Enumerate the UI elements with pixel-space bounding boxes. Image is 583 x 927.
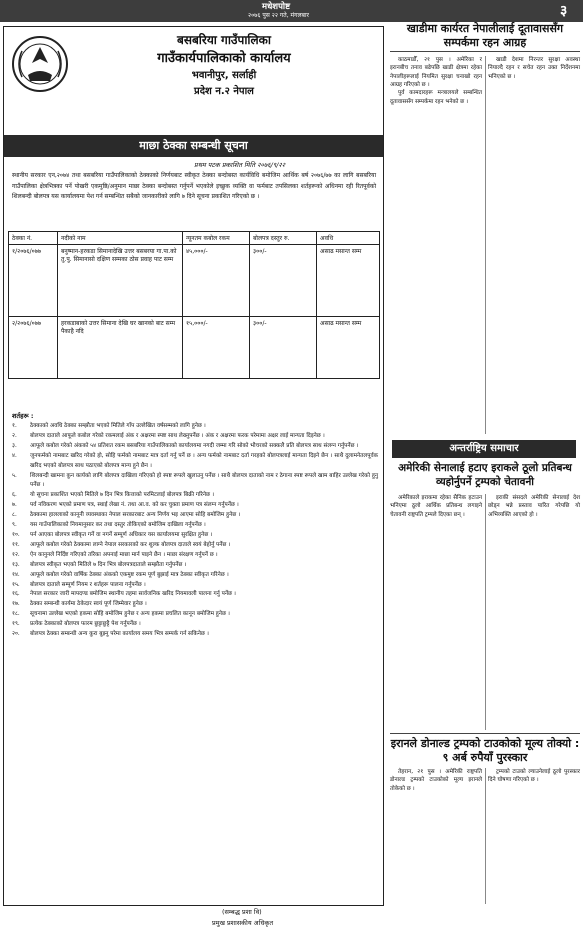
condition-number: २०. (12, 631, 20, 638)
article-3-col-a (390, 768, 482, 793)
table-header-row (9, 232, 380, 245)
condition-number: १. (12, 423, 17, 429)
condition-item (12, 610, 378, 620)
article-3-col-b (488, 768, 580, 785)
condition-text: पर्न आएका बोलपत्र स्वीकृत गर्ने वा नगर्ने सम्पूर्ण अधिकार यस कार्यालयमा सुरक्षित हुनेछ । (30, 531, 213, 538)
office-line-3: भवानीपुर, सर्लाही (191, 70, 257, 81)
condition-item (12, 501, 378, 511)
condition-item (12, 442, 378, 452)
condition-number: १५. (12, 581, 20, 588)
condition-number: ७. (12, 502, 17, 509)
condition-number: ११. (12, 541, 20, 548)
date-line: २०७६ पुस २२ गते, मंगलबार (248, 12, 309, 19)
condition-text: बोलपत्र दाताले सम्पूर्ण नियम र शर्तहरू पालना गर्नुपर्नेछ । (30, 581, 146, 588)
condition-item (12, 531, 378, 541)
article-1-col-a (390, 56, 482, 106)
office-line-2: गाउँकार्यपालिकाको कार्यालय (157, 51, 291, 66)
condition-item (12, 521, 378, 531)
condition-number: ६. (12, 492, 17, 499)
condition-item (12, 551, 378, 561)
col-header: बोलपत्र दस्तुर रु. (250, 232, 317, 245)
paragraph: तेहरान, २१ पुस । अमेरिकी राष्ट्रपति डोनाल्ड ट्रम्पको टाउकोको मूल्य इरानले तोकेको छ । (390, 769, 482, 792)
condition-item (12, 561, 378, 571)
condition-item (12, 432, 378, 442)
condition-text: नेपाल सरकार जारी मापदण्ड बमोजिम स्थानीय तहमा सार्वजनिक खरिद नियमावली पालना गर्नु पर्नेछ । (30, 591, 236, 598)
condition-item (12, 452, 378, 472)
headline-2: अमेरिकी सेनालाई हटाए इराकले ठूलो प्रतिबन्ध व्यहोर्नुपर्ने ट्रम्पको चेतावनी (398, 462, 572, 488)
condition-text: यस गाउँपालिकाको नियमानुसार कर तथा दस्तुर तोकिएको बमोजिम दाखिला गर्नुपर्नेछ । (30, 522, 206, 529)
condition-number: १६. (12, 591, 20, 598)
col-header: ठेक्का नं. (9, 232, 58, 245)
condition-text: आफूले कबोल गरेको ठेक्कामा लाग्ने नेपाल सरकारको कर शुल्क बोलपत्र दाताले स्वयं बेहोर्नु पर्नेछ । (30, 541, 231, 548)
condition-item (12, 491, 378, 501)
condition-number: १९. (12, 621, 20, 628)
condition-number: ९. (12, 522, 17, 529)
col-header: नदीको नाम (58, 232, 183, 245)
condition-text: आफूले कबोल गरेको अंकको ५४ प्रतिशत रकम बसबरिया गाउँपालिकाको कार्यालयमा नगदी जम्मा गरि सोको भौचरको सक्कलै प्रति बोलपत्र साथ संलग्न गर्नुपर्नेछ । (30, 442, 359, 449)
table-cell: २/२०७६/०७७ (9, 317, 58, 379)
paper-name: मधेशपोष्ट (262, 2, 291, 12)
paragraph: काठमाडौँ, २१ पुस । अमेरिका र इरानबीच तनाव बढेपछि खाडी क्षेत्रमा रहेका नेपालीहरूलाई नियमित सुरक्षा चनाखो रहन आग्रह गरिएको छ । (390, 57, 482, 89)
condition-item (12, 620, 378, 630)
condition-number: ५. (12, 472, 17, 479)
condition-item (12, 422, 378, 432)
condition-text: बोलपत्र दाताले आफूले कबोल गरेको रकमलाई अंक र अक्षरमा स्पष्ट साथ लेख्नुपर्नेछ । अंक र अक्षरमा फरक परेमामा अक्षर लाई मान्यता दिइनेछ । (30, 432, 325, 439)
table-cell: असाढ मसान्त सम्म (317, 245, 380, 317)
paragraph: इराकी संसदले अमेरिकी सेनालाई देश छोड्न भन्ने प्रस्ताव पारित गरेपछि यो अभिव्यक्ति आएको हो । (488, 495, 580, 518)
table-cell: १/२०७६/०७७ (9, 245, 58, 317)
headline-3: इरानले डोनाल्ड ट्रम्पको टाउकोको मूल्य तोक्यो : ९ अर्ब रुपैयाँ पुरस्कार (390, 737, 580, 764)
condition-number: १४. (12, 571, 20, 578)
condition-text: सूचनामा उल्लेख भएको हकमा सोहि बमोजिम हुनेछ र अन्य हकमा प्रचलित कानून बमोजिम हुनेछ । (30, 611, 230, 618)
conditions-title: शर्तहरू : (12, 412, 34, 420)
page-number: ३ (560, 3, 568, 19)
paragraph: पुर्व कामदारहरू मन्त्रालयले सम्बन्धित दूतावाससँग सम्पर्कमा रहन भनेको छ । (390, 90, 482, 105)
article-2-col-a (390, 494, 482, 519)
table-cell: ४५,०००/- (183, 245, 250, 317)
condition-text: बोलपत्र ठेक्का सम्बन्धी अन्य कुरा बुझ्नु परेमा कार्यालय समय भित्र सम्पर्क गर्न सकिनेछ । (30, 631, 209, 638)
table-cell: १५,०००/- (183, 317, 250, 379)
column-rule (485, 494, 486, 730)
condition-text: प्रत्येक ठेक्काको बोलपत्र फारम छुट्टाछुट्टै पेश गर्नुपर्नेछ । (30, 621, 141, 628)
table-cell: हरकडाबाको उत्तर सिमाना देखि घर खानको बाट सम्म पैकाहै नदि (58, 317, 183, 379)
condition-number: ८. (12, 512, 17, 519)
office-line-4: प्रदेश न.२ नेपाल (194, 86, 254, 97)
condition-number: १०. (12, 531, 20, 538)
paragraph: ट्रम्पको टाउको ल्याउनेलाई ठूलो पुरस्कार दिने घोषणा गरिएको छ । (488, 769, 580, 784)
masthead-bar (0, 0, 583, 22)
conditions-list (12, 422, 378, 640)
condition-text: ऐन कानुनले निर्दिष्ट गरिएको तरिका अपनाई माछा मार्न पाइने छैन । माछा संरक्षण गर्नुपर्ने छ । (30, 551, 218, 558)
nepal-emblem-icon (10, 33, 70, 95)
signature-title: प्रमुख प्रशासकीय अधिकृत (212, 919, 274, 927)
notice-intro: स्थानीय सरकार एन,२०७४ तथा बसबरिया गाउँपालिकाको ठेक्काको निर्णयबाट स्वीकृत ठेक्का बन्दोबस्त कार्यविधि बमोजिम आर्थिक बर्ष २०७६/७७ का लागि बसबरिया गाउँपालिका क्षेत्रभित्रका पर्ने पोखरी एकमुष्ठि/अनुमान माछा ठेक्का बन्दोबस्त गर्नुपर्ने भएकोले इच्छुक व्यक्ति वा फर्मबाट तपसिलका शर्तहरूको अधिनमा रही रितपूर्वको शिलबन्दी बोलपत्र यस कार्यालयमा पेश गर्न सम्बन्धित सबैको जानकारीको लागि ७ दिने सूचना प्रकाशित गरिएको छ । (12, 172, 376, 201)
condition-number: १३. (12, 561, 20, 568)
condition-text: ठेक्काको अवधि ठेक्का सम्झौता भएको मितिले गाँप उल्लेखित वर्षसम्मको लागि हुनेछ । (30, 423, 206, 429)
tender-table (8, 231, 380, 379)
condition-text: जुनफर्मको नामबाट खरिद गरेको हो, सोहि फर्मको नामबाट मात्र दर्ता गर्नु पर्ने छ । अन्य फर्मको नामबाट दर्ता गरहको बोलपत्रलाई मान्यता दिइने छैन । साथै दुलामनेतलपूर्वक खरिद भएको बोलपत्र साथ पठाएको बोलपत्र मान्य हुने छैन । (30, 452, 378, 469)
condition-item (12, 630, 378, 640)
condition-text: पर्व नविकरण भएको प्रमाण पत्र, स्थाई लेखा नं. तथा आ.व. को कर चुक्ता प्रमाण पत्र संलग्न गर्नुपर्नेछ । (30, 502, 239, 509)
condition-number: ३. (12, 442, 17, 449)
condition-item (12, 571, 378, 581)
condition-number: १७. (12, 601, 20, 608)
condition-item (12, 511, 378, 521)
condition-item (12, 581, 378, 591)
divider (390, 733, 580, 734)
notice-title: माछा ठेक्का सम्बन्धी सूचना (4, 135, 383, 157)
condition-item (12, 541, 378, 551)
table-cell: ३००/- (250, 245, 317, 317)
office-line-1: बसबरिया गाउँपालिका (176, 33, 271, 47)
condition-item (12, 590, 378, 600)
table-cell: ३००/- (250, 317, 317, 379)
article-2-col-b (488, 494, 580, 519)
section-kicker: अन्तर्राष्ट्रिय समाचार (392, 440, 576, 458)
condition-number: १८. (12, 611, 20, 618)
condition-text: शिलबन्दी खामना कुन कार्यको लागि बोलपत्र दाखिला गरिएको हो स्पष्ट रूपले खुलाउनु पर्नेछ । साथै बोलपत्र दाताको नाम र ठेगाना स्पष्ट रूपले खाम बाहिर उल्लेख गरेको हुनु पर्नेछ । (30, 472, 378, 489)
table-row (9, 245, 380, 317)
article-1-col-b (488, 56, 580, 81)
column-rule (485, 56, 486, 434)
paragraph: खाडी देशमा निरन्तर सुरक्षा अवस्था नियाल्दै रहन र सचेत रहन उक्त निर्देशनमा भनिएको छ । (488, 57, 580, 80)
col-header: अवधि (317, 232, 380, 245)
condition-text: आफूले कबोल गरेको वार्षिक ठेक्का अंकको एकमुष्ट रकम पूर्ण बुझाई मात्र ठेक्का स्वीकृत गरिनेछ । (30, 571, 229, 578)
divider (390, 51, 580, 52)
table-cell: बनुष्मान-हरकडा सिमानादेखि उत्तर बसबरया गा.पा.को तु.पु. सिमानासो दक्षिण सम्मका ठोस प्रवाह पाट सम्म (58, 245, 183, 317)
col-header: न्यूनतम कबोल रकम (183, 232, 250, 245)
condition-text: ठेक्का सम्बन्धी कार्यमा ठेकेदार स्वयं पूर्ण जिम्मेवार हुनेछ । (30, 601, 147, 608)
condition-number: २. (12, 432, 17, 439)
condition-item (12, 600, 378, 610)
signature-role: (सम्बद्ध प्रशा वि) (222, 908, 262, 916)
column-rule (485, 768, 486, 904)
condition-text: ठेक्कामा हाललाको कानूनी व्यवस्थाका नेपाल सरकारबाट अन्य निर्णय भइ आएमा सोहि बमोजिम हुनेछ । (30, 512, 241, 519)
table-cell: असाढ मसान्त सम्म (317, 317, 380, 379)
condition-text: बोलपत्र स्वीकृत भएको मितिले ७ दिन भित्र बोलपत्रदाताले सम्झौता गर्नुपर्नेछ । (30, 561, 187, 568)
tender-notice (3, 26, 384, 927)
condition-number: ४. (12, 452, 17, 459)
condition-text: यो सूचना प्रकाशित भएको मितिले ७ दिन भित्र कित्ताको परमिटलाई बोलपत्र बिक्री गरिनेछ । (30, 492, 214, 499)
paragraph: अमेरिकाले इराकमा रहेका सैनिक हटाउन भनिएमा ठूलो आर्थिक प्रतिबन्ध लगाइने चेतावनी राष्ट्रपति ट्रम्पले दिएका छन् । (390, 495, 482, 518)
condition-number: १२. (12, 551, 20, 558)
table-row (9, 317, 380, 379)
condition-item (12, 472, 378, 492)
headline-1: खाडीमा कार्यरत नेपालीलाई दूतावाससँग सम्पर्कमा रहन आग्रह (406, 22, 564, 49)
publish-date: प्रथम पटक प्रकाशित मिति २०७६/९/२२ (194, 161, 286, 169)
